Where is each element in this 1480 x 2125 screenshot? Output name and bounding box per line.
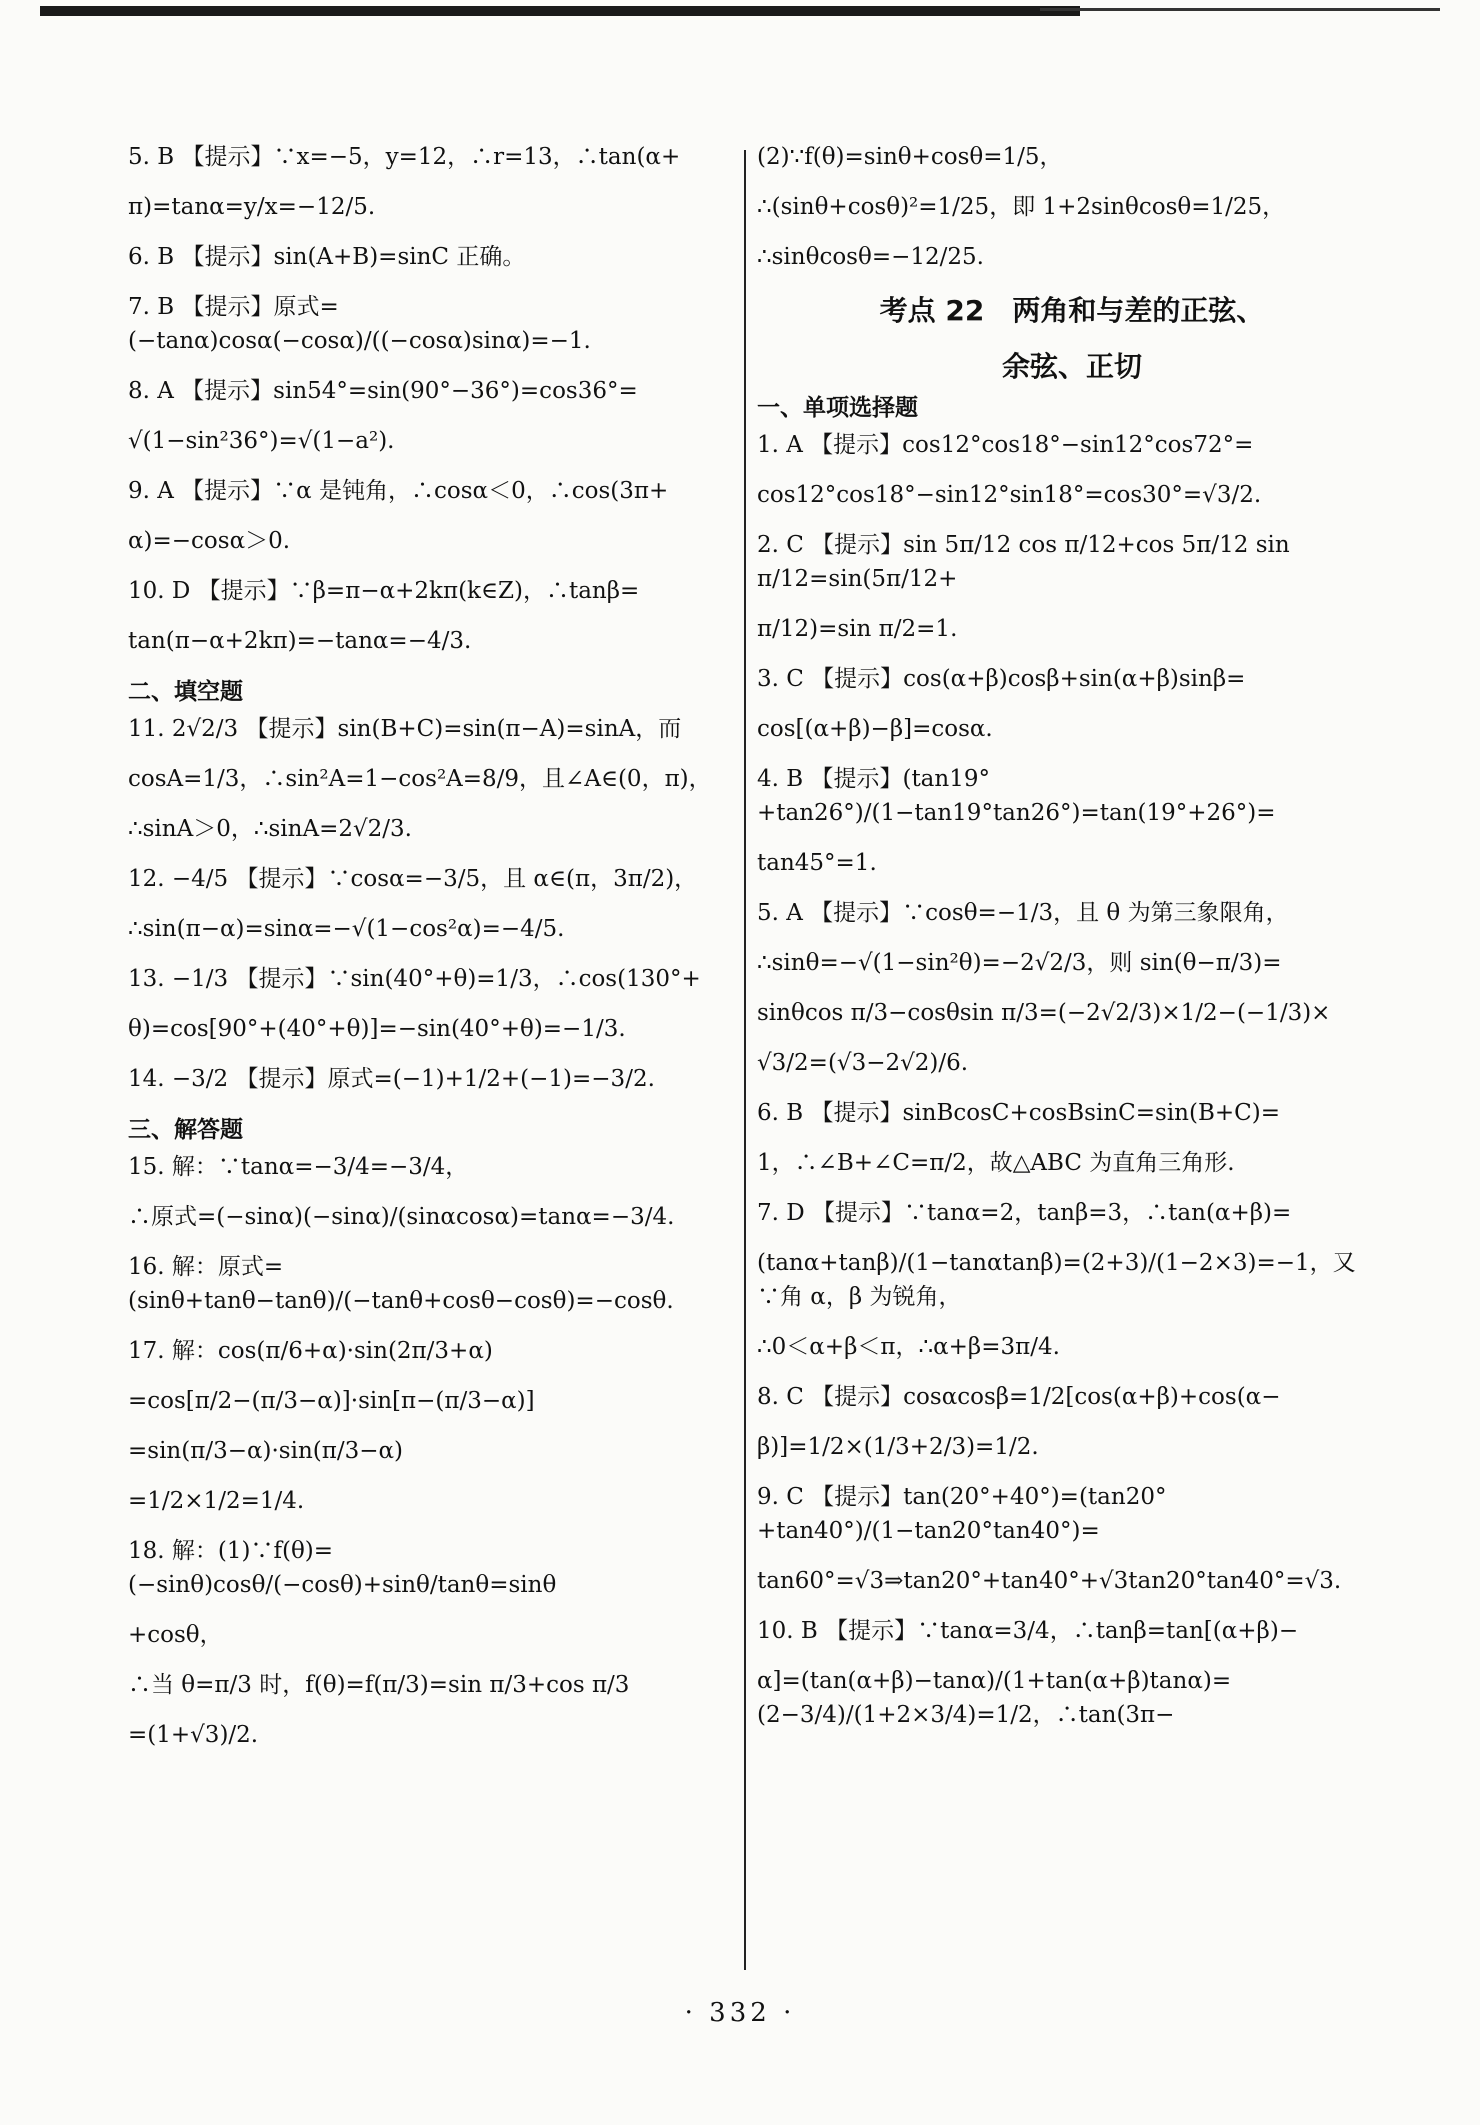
answer-line: 13. −1/3 【提示】∵sin(40°+θ)=1/3，∴cos(130°+ [128,966,701,992]
answer-line: 5. B 【提示】∵x=−5，y=12，∴r=13，∴tan(α+ [128,144,681,170]
right-column [757,140,1357,1748]
answer-line: ∴sinA＞0，∴sinA=2√2/3. [128,816,412,842]
topic-title: 考点 22 两角和与差的正弦、 [879,294,1265,327]
answer-line: θ)=cos[90°+(40°+θ)]=−sin(40°+θ)=−1/3. [128,1016,626,1042]
answer-line: 17. 解：cos(π/6+α)·sin(2π/3+α) [128,1338,493,1364]
answer-line: cos12°cos18°−sin12°sin18°=cos30°=√3/2. [757,482,1262,508]
answer-line: 1. A 【提示】cos12°cos18°−sin12°cos72°= [757,432,1254,458]
answer-line: β)]=1/2×(1/3+2/3)=1/2. [757,1434,1039,1460]
answer-line: ∴sinθ=−√(1−sin²θ)=−2√2/3，则 sin(θ−π/3)= [757,950,1282,976]
answer-line: 8. C 【提示】cosαcosβ=1/2[cos(α+β)+cos(α− [757,1384,1281,1410]
answer-line: =1/2×1/2=1/4. [128,1488,305,1514]
answer-line: 4. B 【提示】(tan19°+tan26°)/(1−tan19°tan26°)=tan(19°+26°)= [757,766,1276,826]
answer-line: cos[(α+β)−β]=cosα. [757,716,993,742]
answer-line: cosA=1/3，∴sin²A=1−cos²A=8/9，且∠A∈(0，π)， [128,766,712,792]
answer-line: 11. 2√2/3 【提示】sin(B+C)=sin(π−A)=sinA，而 [128,716,682,742]
answer-line: ∴(sinθ+cosθ)²=1/25，即 1+2sinθcosθ=1/25， [757,194,1286,220]
answer-line: 7. D 【提示】∵tanα=2，tanβ=3，∴tan(α+β)= [757,1200,1292,1226]
answer-line: α)=−cosα＞0. [128,528,291,554]
answer-line: 6. B 【提示】sin(A+B)=sinC 正确。 [128,244,526,270]
answer-line: ∴0＜α+β＜π，∴α+β=3π/4. [757,1334,1060,1360]
answer-line: 8. A 【提示】sin54°=sin(90°−36°)=cos36°= [128,378,638,404]
answer-line: tan45°=1. [757,850,877,876]
answer-line: ∴sinθcosθ=−12/25. [757,244,984,270]
answer-line: (tanα+tanβ)/(1−tanαtanβ)=(2+3)/(1−2×3)=−1，又∵角 α，β 为锐角， [757,1250,1356,1310]
answer-line: tan(π−α+2kπ)=−tanα=−4/3. [128,628,472,654]
answer-line: ∴原式=(−sinα)(−sinα)/(sinαcosα)=tanα=−3/4. [128,1204,675,1230]
answer-line: 9. A 【提示】∵α 是钝角，∴cosα＜0，∴cos(3π+ [128,478,669,504]
answer-line: =(1+√3)/2. [128,1722,259,1748]
answer-line: 2. C 【提示】sin 5π/12 cos π/12+cos 5π/12 sin π/12=sin(5π/12+ [757,532,1297,592]
answer-line: 5. A 【提示】∵cosθ=−1/3，且 θ 为第三象限角， [757,900,1289,926]
section-heading: 一、单项选择题 [757,395,918,421]
section-heading: 三、解答题 [128,1117,243,1143]
answer-line: 7. B 【提示】原式=(−tanα)cosα(−cosα)/((−cosα)sinα)=−1. [128,294,591,354]
answer-line: √(1−sin²36°)=√(1−a²). [128,428,395,454]
answer-line: 6. B 【提示】sinBcosC+cosBsinC=sin(B+C)= [757,1100,1280,1126]
answer-line: 10. B 【提示】∵tanα=3/4，∴tanβ=tan[(α+β)− [757,1618,1299,1644]
answer-line: ∴sin(π−α)=sinα=−√(1−cos²α)=−4/5. [128,916,565,942]
column-divider [744,150,746,1970]
top-rule [40,6,1080,16]
answer-line: (2)∵f(θ)=sinθ+cosθ=1/5， [757,144,1063,170]
answer-line: α]=(tan(α+β)−tanα)/(1+tan(α+β)tanα)=(2−3/4)/(1+2×3/4)=1/2，∴tan(3π− [757,1668,1232,1728]
answer-line: π/12)=sin π/2=1. [757,616,958,642]
left-column [128,140,736,1768]
answer-line: =cos[π/2−(π/3−α)]·sin[π−(π/3−α)] [128,1388,535,1414]
answer-line: 3. C 【提示】cos(α+β)cosβ+sin(α+β)sinβ= [757,666,1246,692]
answer-line: +cosθ， [128,1622,223,1648]
answer-line: 10. D 【提示】∵β=π−α+2kπ(k∈Z)，∴tanβ= [128,578,640,604]
answer-line: 18. 解：(1)∵f(θ)=(−sinθ)cosθ/(−cosθ)+sinθ/tanθ=sinθ [128,1538,557,1598]
topic-title: 余弦、正切 [1001,350,1142,383]
answer-line: 15. 解：∵tanα=−3/4=−3/4， [128,1154,469,1180]
answer-line: 9. C 【提示】tan(20°+40°)=(tan20°+tan40°)/(1−tan20°tan40°)= [757,1484,1167,1544]
answer-line: π)=tanα=y/x=−12/5. [128,194,376,220]
answer-line: 14. −3/2 【提示】原式=(−1)+1/2+(−1)=−3/2. [128,1066,655,1092]
page-number: · 332 · [684,1998,796,2028]
answer-line: ∴当 θ=π/3 时，f(θ)=f(π/3)=sin π/3+cos π/3 [128,1672,630,1698]
answer-line: 12. −4/5 【提示】∵cosα=−3/5，且 α∈(π，3π/2)， [128,866,698,892]
top-rule-thin [1040,8,1440,11]
answer-line: sinθcos π/3−cosθsin π/3=(−2√2/3)×1/2−(−1/3)× [757,1000,1331,1026]
answer-line: 16. 解：原式=(sinθ+tanθ−tanθ)/(−tanθ+cosθ−cosθ)=−cosθ. [128,1254,674,1314]
answer-line: tan60°=√3⇒tan20°+tan40°+√3tan20°tan40°=√3. [757,1568,1342,1594]
answer-line: 1，∴∠B+∠C=π/2，故△ABC 为直角三角形. [757,1150,1235,1176]
answer-line: =sin(π/3−α)·sin(π/3−α) [128,1438,404,1464]
section-heading: 二、填空题 [128,679,243,705]
answer-line: √3/2=(√3−2√2)/6. [757,1050,969,1076]
